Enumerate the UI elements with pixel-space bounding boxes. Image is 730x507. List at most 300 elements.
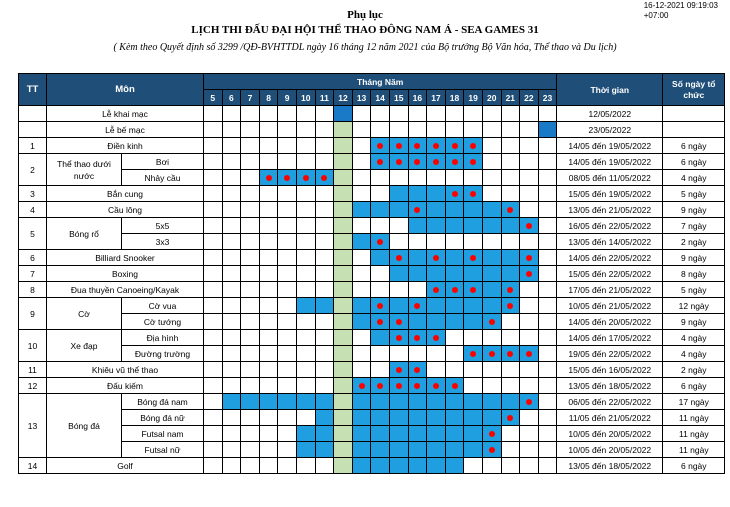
row-3-day-11 [315, 186, 334, 202]
row-1-day-19 [464, 154, 483, 170]
row-17-day-19 [464, 410, 483, 426]
event-time: 15/05 đến 16/05/2022 [557, 362, 663, 378]
row-9-day-13 [352, 282, 371, 298]
date-header-21: 21 [501, 90, 520, 106]
row-13-day-20 [482, 346, 501, 362]
event-time: 15/05 đến 19/05/2022 [557, 186, 663, 202]
row-8-day-6 [222, 266, 241, 282]
row-17-day-10 [296, 410, 315, 426]
table-row [19, 138, 725, 154]
row-15-day-10 [296, 378, 315, 394]
row-18-day-8 [259, 426, 278, 442]
sport-name: Cầu lông [47, 202, 204, 218]
row-2-day-22 [520, 170, 539, 186]
event-dot [489, 351, 495, 357]
table-row [19, 266, 725, 282]
row-8-day-11 [315, 266, 334, 282]
row-15-day-20 [482, 378, 501, 394]
event-time: 13/05 đến 18/05/2022 [557, 378, 663, 394]
sport-name: Boxing [47, 266, 204, 282]
row-5-day-15 [389, 218, 408, 234]
row-4-day-20 [482, 202, 501, 218]
row-8-day-8 [259, 266, 278, 282]
row-5-day-7 [241, 218, 260, 234]
date-header-22: 22 [520, 90, 539, 106]
row-19-day-9 [278, 442, 297, 458]
page-title: LỊCH THI ĐẤU ĐẠI HỘI THỂ THAO ĐÔNG NAM Á - SEA GAMES 31 [191, 24, 539, 36]
row-9-day-16 [408, 282, 427, 298]
row-2-day-6 [222, 170, 241, 186]
row-19-day-18 [445, 442, 464, 458]
event-dot [396, 143, 402, 149]
ceremony-1-day-11 [315, 122, 334, 138]
row-1-day-8 [259, 154, 278, 170]
row-18-day-19 [464, 426, 483, 442]
row-4-day-11 [315, 202, 334, 218]
row-15-day-12 [334, 378, 353, 394]
row-16-day-23 [538, 394, 557, 410]
table-row [19, 426, 725, 442]
event-time: 19/05 đến 22/05/2022 [557, 346, 663, 362]
row-17-day-21 [501, 410, 520, 426]
row-15-day-19 [464, 378, 483, 394]
row-6-day-8 [259, 234, 278, 250]
row-18-day-15 [389, 426, 408, 442]
row-10-day-11 [315, 298, 334, 314]
row-18-day-22 [520, 426, 539, 442]
row-7-day-5 [204, 250, 223, 266]
date-header-5: 5 [204, 90, 223, 106]
row-1-day-10 [296, 154, 315, 170]
row-11-day-7 [241, 314, 260, 330]
row-11-day-11 [315, 314, 334, 330]
table-row [19, 330, 725, 346]
row-1-day-12 [334, 154, 353, 170]
row-17-day-20 [482, 410, 501, 426]
sport-name: Golf [47, 458, 204, 474]
row-12-day-20 [482, 330, 501, 346]
row-8-day-7 [241, 266, 260, 282]
row-11-day-23 [538, 314, 557, 330]
row-17-day-9 [278, 410, 297, 426]
event-dot [433, 335, 439, 341]
table-row [19, 378, 725, 394]
row-20-day-11 [315, 458, 334, 474]
ceremony-tt [19, 122, 47, 138]
row-17-day-15 [389, 410, 408, 426]
row-5-day-17 [427, 218, 446, 234]
row-number: 9 [19, 298, 47, 330]
row-6-day-18 [445, 234, 464, 250]
row-12-day-15 [389, 330, 408, 346]
row-16-day-11 [315, 394, 334, 410]
row-18-day-23 [538, 426, 557, 442]
ceremony-0-day-12 [334, 106, 353, 122]
event-dot [489, 447, 495, 453]
event-dot [396, 255, 402, 261]
row-15-day-9 [278, 378, 297, 394]
ceremony-1-day-12 [334, 122, 353, 138]
row-5-day-8 [259, 218, 278, 234]
row-14-day-19 [464, 362, 483, 378]
event-dot [452, 143, 458, 149]
table-row [19, 410, 725, 426]
row-14-day-17 [427, 362, 446, 378]
row-15-day-22 [520, 378, 539, 394]
row-13-day-7 [241, 346, 260, 362]
row-13-day-11 [315, 346, 334, 362]
sport-name: Bắn cung [47, 186, 204, 202]
row-3-day-6 [222, 186, 241, 202]
row-20-day-6 [222, 458, 241, 474]
event-dot [321, 175, 327, 181]
row-3-day-10 [296, 186, 315, 202]
event-dot [396, 367, 402, 373]
row-3-day-19 [464, 186, 483, 202]
event-days: 11 ngày [663, 442, 725, 458]
event-dot [470, 351, 476, 357]
row-0-day-23 [538, 138, 557, 154]
event-days: 4 ngày [663, 330, 725, 346]
row-0-day-20 [482, 138, 501, 154]
row-11-day-16 [408, 314, 427, 330]
row-8-day-10 [296, 266, 315, 282]
timestamp-date: 16-12-2021 09:19:03 [643, 1, 718, 10]
ceremony-0-day-18 [445, 106, 464, 122]
row-10-day-13 [352, 298, 371, 314]
table-row [19, 458, 725, 474]
row-4-day-21 [501, 202, 520, 218]
row-0-day-5 [204, 138, 223, 154]
row-9-day-15 [389, 282, 408, 298]
row-18-day-13 [352, 426, 371, 442]
row-5-day-22 [520, 218, 539, 234]
row-11-day-21 [501, 314, 520, 330]
row-7-day-15 [389, 250, 408, 266]
row-6-day-16 [408, 234, 427, 250]
event-dot [470, 287, 476, 293]
ceremony-1-day-22 [520, 122, 539, 138]
table-row [19, 186, 725, 202]
event-days: 9 ngày [663, 250, 725, 266]
row-9-day-21 [501, 282, 520, 298]
row-17-day-18 [445, 410, 464, 426]
row-14-day-11 [315, 362, 334, 378]
event-days: 8 ngày [663, 266, 725, 282]
row-20-day-18 [445, 458, 464, 474]
ceremony-1-day-18 [445, 122, 464, 138]
date-header-9: 9 [278, 90, 297, 106]
row-1-day-6 [222, 154, 241, 170]
row-15-day-14 [371, 378, 390, 394]
row-13-day-12 [334, 346, 353, 362]
table-row [19, 282, 725, 298]
row-15-day-17 [427, 378, 446, 394]
row-number: 11 [19, 362, 47, 378]
ceremony-1-day-7 [241, 122, 260, 138]
row-3-day-5 [204, 186, 223, 202]
event-dot [433, 383, 439, 389]
ceremony-0-day-13 [352, 106, 371, 122]
row-14-day-5 [204, 362, 223, 378]
event-dot [507, 207, 513, 213]
row-17-day-22 [520, 410, 539, 426]
row-2-day-16 [408, 170, 427, 186]
table-row [19, 314, 725, 330]
row-10-day-18 [445, 298, 464, 314]
row-18-day-5 [204, 426, 223, 442]
row-9-day-14 [371, 282, 390, 298]
row-0-day-15 [389, 138, 408, 154]
ceremony-1-day-16 [408, 122, 427, 138]
row-7-day-7 [241, 250, 260, 266]
row-8-day-15 [389, 266, 408, 282]
row-4-day-15 [389, 202, 408, 218]
schedule-table [18, 73, 725, 474]
event-time: 13/05 đến 18/05/2022 [557, 458, 663, 474]
ceremony-1-day-10 [296, 122, 315, 138]
row-13-day-8 [259, 346, 278, 362]
event-dot [489, 319, 495, 325]
row-19-day-8 [259, 442, 278, 458]
row-2-day-7 [241, 170, 260, 186]
row-8-day-12 [334, 266, 353, 282]
row-19-day-11 [315, 442, 334, 458]
row-10-day-17 [427, 298, 446, 314]
row-2-day-20 [482, 170, 501, 186]
event-dot [507, 415, 513, 421]
event-days: 17 ngày [663, 394, 725, 410]
row-15-day-11 [315, 378, 334, 394]
ceremony-1-day-14 [371, 122, 390, 138]
row-9-day-7 [241, 282, 260, 298]
event-dot [414, 367, 420, 373]
row-3-day-22 [520, 186, 539, 202]
row-6-day-14 [371, 234, 390, 250]
row-0-day-21 [501, 138, 520, 154]
row-10-day-15 [389, 298, 408, 314]
row-20-day-14 [371, 458, 390, 474]
row-10-day-10 [296, 298, 315, 314]
header-month: Tháng Năm [204, 74, 557, 90]
date-header-7: 7 [241, 90, 260, 106]
row-12-day-17 [427, 330, 446, 346]
row-6-day-12 [334, 234, 353, 250]
row-18-day-16 [408, 426, 427, 442]
row-11-day-5 [204, 314, 223, 330]
row-3-day-7 [241, 186, 260, 202]
row-7-day-14 [371, 250, 390, 266]
event-time: 15/05 đến 22/05/2022 [557, 266, 663, 282]
row-19-day-15 [389, 442, 408, 458]
event-time: 13/05 đến 14/05/2022 [557, 234, 663, 250]
row-9-day-9 [278, 282, 297, 298]
event-dot [396, 383, 402, 389]
event-days: 4 ngày [663, 346, 725, 362]
row-19-day-23 [538, 442, 557, 458]
row-1-day-18 [445, 154, 464, 170]
event-dot [470, 191, 476, 197]
row-8-day-13 [352, 266, 371, 282]
row-9-day-12 [334, 282, 353, 298]
row-8-day-21 [501, 266, 520, 282]
row-12-day-9 [278, 330, 297, 346]
row-0-day-17 [427, 138, 446, 154]
row-13-day-10 [296, 346, 315, 362]
row-15-day-7 [241, 378, 260, 394]
row-10-day-19 [464, 298, 483, 314]
row-7-day-22 [520, 250, 539, 266]
event-days: 9 ngày [663, 314, 725, 330]
row-number: 13 [19, 394, 47, 458]
row-20-day-17 [427, 458, 446, 474]
discipline-name: Futsal nữ [122, 442, 204, 458]
event-time: 14/05 đến 22/05/2022 [557, 250, 663, 266]
row-20-day-22 [520, 458, 539, 474]
ceremony-row [19, 106, 725, 122]
row-17-day-11 [315, 410, 334, 426]
row-1-day-22 [520, 154, 539, 170]
event-days: 2 ngày [663, 362, 725, 378]
row-5-day-19 [464, 218, 483, 234]
row-20-day-9 [278, 458, 297, 474]
row-0-day-9 [278, 138, 297, 154]
row-13-day-13 [352, 346, 371, 362]
table-row [19, 202, 725, 218]
ceremony-1-day-23 [538, 122, 557, 138]
row-14-day-16 [408, 362, 427, 378]
row-4-day-6 [222, 202, 241, 218]
row-12-day-12 [334, 330, 353, 346]
sport-name: Bóng rổ [47, 218, 122, 250]
row-9-day-11 [315, 282, 334, 298]
row-20-day-12 [334, 458, 353, 474]
row-1-day-14 [371, 154, 390, 170]
row-18-day-11 [315, 426, 334, 442]
ceremony-label: Lễ khai mạc [47, 106, 204, 122]
row-20-day-23 [538, 458, 557, 474]
row-12-day-18 [445, 330, 464, 346]
ceremony-time: 12/05/2022 [557, 106, 663, 122]
event-dot [414, 303, 420, 309]
row-18-day-17 [427, 426, 446, 442]
row-10-day-23 [538, 298, 557, 314]
row-7-day-8 [259, 250, 278, 266]
row-number: 1 [19, 138, 47, 154]
row-15-day-16 [408, 378, 427, 394]
discipline-name: Bóng đá nữ [122, 410, 204, 426]
row-19-day-20 [482, 442, 501, 458]
row-7-day-18 [445, 250, 464, 266]
ceremony-1-day-5 [204, 122, 223, 138]
row-14-day-6 [222, 362, 241, 378]
row-4-day-23 [538, 202, 557, 218]
row-10-day-5 [204, 298, 223, 314]
row-1-day-5 [204, 154, 223, 170]
table-row [19, 154, 725, 170]
date-header-19: 19 [464, 90, 483, 106]
row-12-day-8 [259, 330, 278, 346]
row-19-day-12 [334, 442, 353, 458]
row-9-day-23 [538, 282, 557, 298]
event-dot [470, 143, 476, 149]
row-14-day-20 [482, 362, 501, 378]
event-dot [377, 159, 383, 165]
row-4-day-5 [204, 202, 223, 218]
row-6-day-15 [389, 234, 408, 250]
row-20-day-7 [241, 458, 260, 474]
row-3-day-16 [408, 186, 427, 202]
row-number: 5 [19, 218, 47, 250]
row-0-day-6 [222, 138, 241, 154]
row-12-day-13 [352, 330, 371, 346]
event-time: 10/05 đến 20/05/2022 [557, 426, 663, 442]
row-15-day-8 [259, 378, 278, 394]
event-days: 11 ngày [663, 426, 725, 442]
ceremony-0-day-15 [389, 106, 408, 122]
row-4-day-14 [371, 202, 390, 218]
ceremony-row [19, 122, 725, 138]
row-11-day-15 [389, 314, 408, 330]
row-3-day-15 [389, 186, 408, 202]
row-number: 4 [19, 202, 47, 218]
row-17-day-13 [352, 410, 371, 426]
row-16-day-18 [445, 394, 464, 410]
row-3-day-21 [501, 186, 520, 202]
row-0-day-16 [408, 138, 427, 154]
row-18-day-18 [445, 426, 464, 442]
row-2-day-23 [538, 170, 557, 186]
row-14-day-21 [501, 362, 520, 378]
event-dot [433, 255, 439, 261]
ceremony-0-day-9 [278, 106, 297, 122]
sport-name: Thể thao dưới nước [47, 154, 122, 186]
row-6-day-10 [296, 234, 315, 250]
sport-name: Bóng đá [47, 394, 122, 458]
row-14-day-14 [371, 362, 390, 378]
row-15-day-15 [389, 378, 408, 394]
row-14-day-22 [520, 362, 539, 378]
row-11-day-10 [296, 314, 315, 330]
row-1-day-17 [427, 154, 446, 170]
row-1-day-9 [278, 154, 297, 170]
row-16-day-14 [371, 394, 390, 410]
row-3-day-17 [427, 186, 446, 202]
row-16-day-19 [464, 394, 483, 410]
row-6-day-5 [204, 234, 223, 250]
row-0-day-10 [296, 138, 315, 154]
row-8-day-18 [445, 266, 464, 282]
ceremony-0-day-20 [482, 106, 501, 122]
row-6-day-7 [241, 234, 260, 250]
row-20-day-13 [352, 458, 371, 474]
event-dot [396, 159, 402, 165]
row-0-day-14 [371, 138, 390, 154]
event-dot [470, 159, 476, 165]
row-16-day-8 [259, 394, 278, 410]
ceremony-0-day-23 [538, 106, 557, 122]
row-13-day-18 [445, 346, 464, 362]
row-number: 10 [19, 330, 47, 362]
row-19-day-17 [427, 442, 446, 458]
row-9-day-8 [259, 282, 278, 298]
event-days: 12 ngày [663, 298, 725, 314]
row-20-day-15 [389, 458, 408, 474]
event-time: 14/05 đến 19/05/2022 [557, 138, 663, 154]
row-14-day-18 [445, 362, 464, 378]
row-2-day-5 [204, 170, 223, 186]
row-12-day-16 [408, 330, 427, 346]
